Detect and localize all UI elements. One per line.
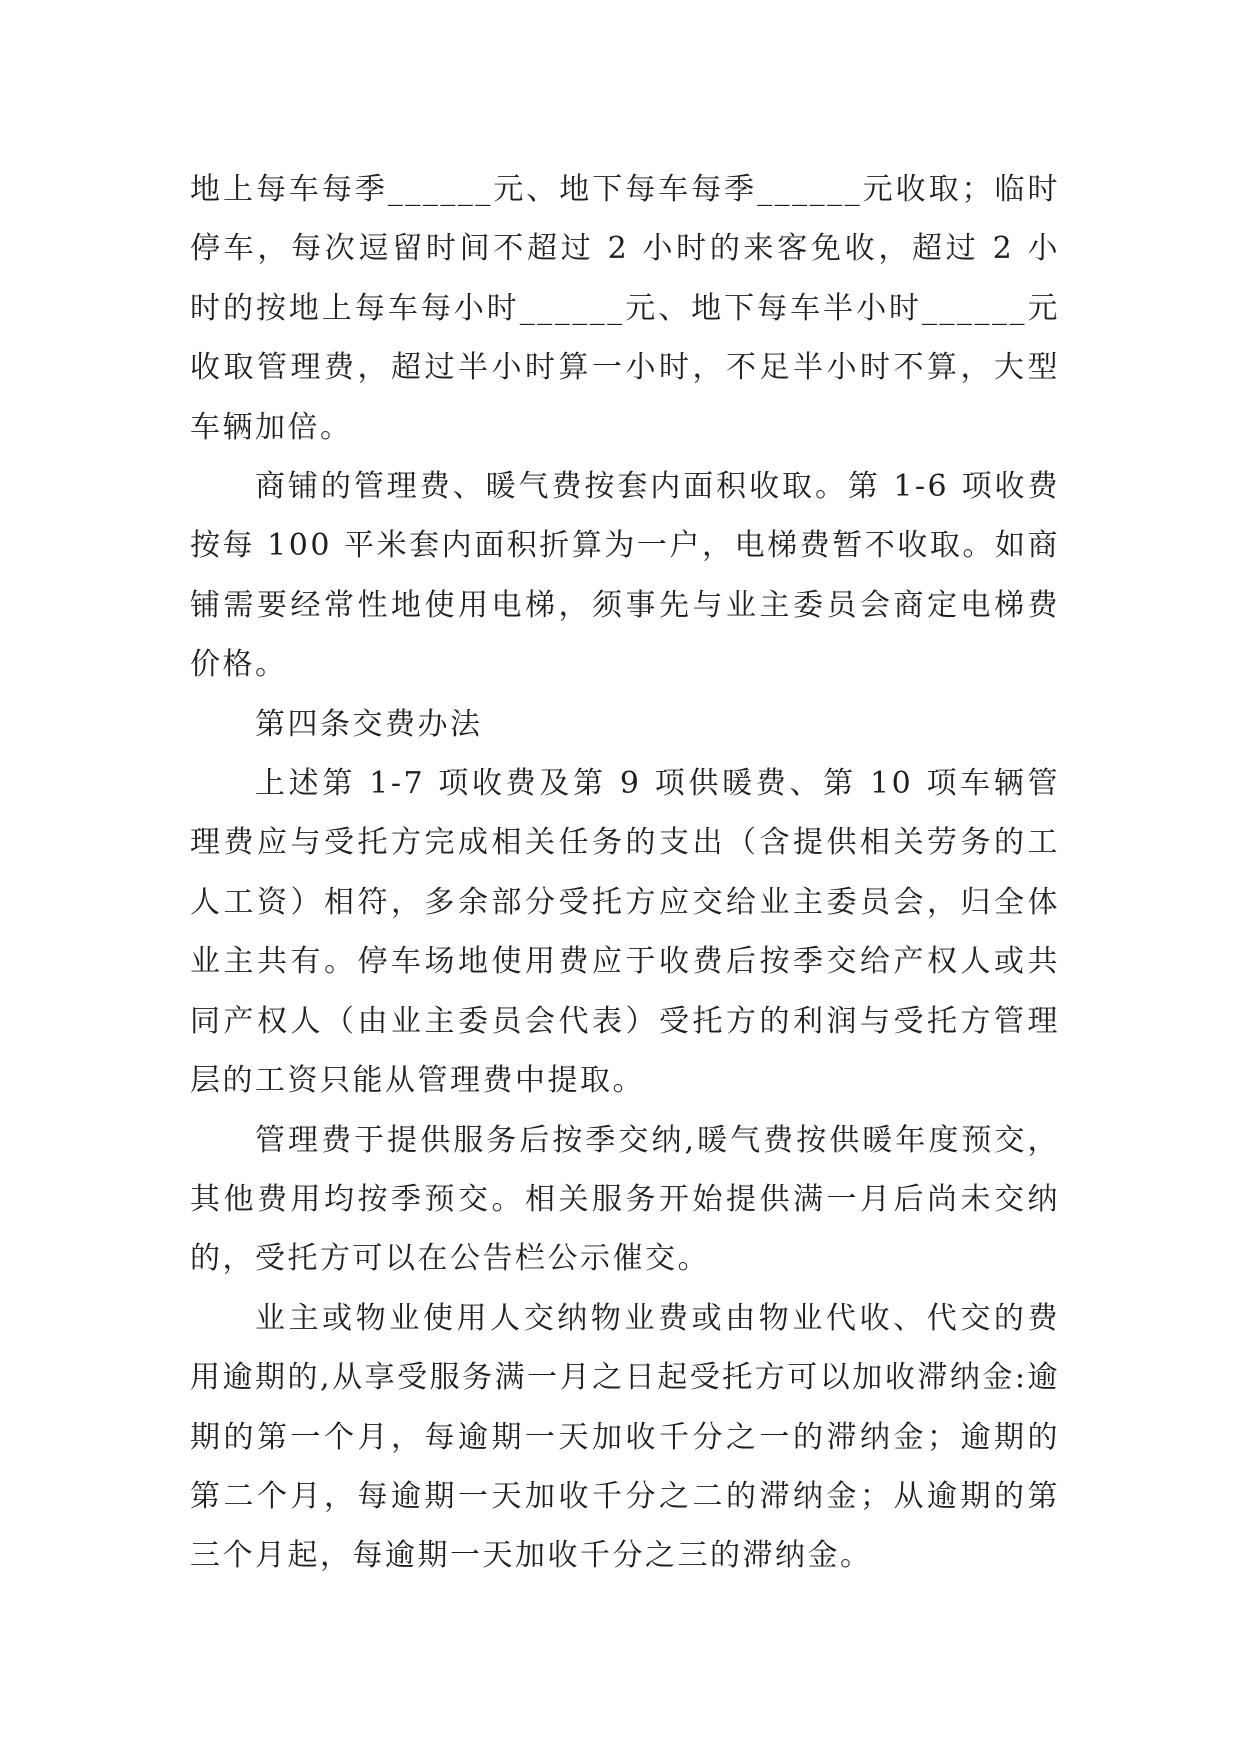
document-body <box>190 160 1060 1586</box>
paragraph-parking-fees: 地上每车每季______元、地下每车每季______元收取；临时停车，每次逗留时间不超过 2 小时的来客免收，超过 2 小时的按地上每车每小时______元、地下每车半小时______元收取管理费，超过半小时算一小时，不足半小时不算，大型车辆加倍。 <box>190 172 1060 445</box>
paragraph-payment-schedule: 管理费于提供服务后按季交纳,暖气费按供暖年度预交，其他费用均按季预交。相关服务开始提供满一月后尚未交纳的，受托方可以在公告栏公示催交。 <box>190 1122 1060 1277</box>
paragraph-fee-usage: 上述第 1-7 项收费及第 9 项供暖费、第 10 项车辆管理费应与受托方完成相关任务的支出（含提供相关劳务的工人工资）相符，多余部分受托方应交给业主委员会，归全体业主共有。停车场地使用费应于收费后按季交给产权人或共同产权人（由业主委员会代表）受托方的利润与受托方管理层的工资只能从管理费中提取。 <box>190 766 1060 1099</box>
section-heading-payment-method: 第四条交费办法 <box>255 706 483 742</box>
paragraph-shop-fees: 商铺的管理费、暖气费按套内面积收取。第 1-6 项收费按每 100 平米套内面积折算为一户，电梯费暂不收取。如商铺需要经常性地使用电梯，须事先与业主委员会商定电梯费价格。 <box>190 469 1060 683</box>
paragraph-late-fees: 业主或物业使用人交纳物业费或由物业代收、代交的费用逾期的,从享受服务满一月之日起受托方可以加收滞纳金:逾期的第一个月，每逾期一天加收千分之一的滞纳金；逾期的第二个月，每逾期一天加收千分之二的滞纳金；从逾期的第三个月起，每逾期一天加收千分之三的滞纳金。 <box>190 1300 1060 1574</box>
